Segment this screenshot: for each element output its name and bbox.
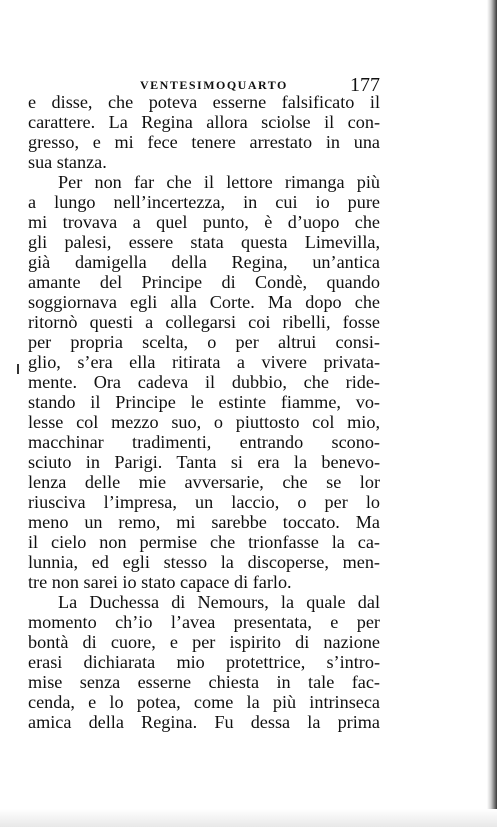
page-number: 177 — [350, 74, 380, 96]
text-line: La Duchessa di Nemours, la quale dal — [58, 592, 380, 612]
page-edge-shadow — [487, 0, 497, 827]
text-line: momento ch’io l’avea presentata, e per — [28, 612, 380, 632]
text-line: riusciva l’impresa, un laccio, o per lo — [28, 492, 380, 512]
text-line: macchinar tradimenti, entrando scono- — [28, 432, 380, 452]
text-line: cenda, e lo potea, come la più intrinseca — [28, 692, 380, 712]
text-line: sciuto in Parigi. Tanta si era la benevo- — [28, 452, 380, 472]
text-line: erasi dichiarata mio protettrice, s’intro- — [28, 652, 380, 672]
text-line: mise senza esserne chiesta in tale fac- — [28, 672, 380, 692]
text-line: bontà di cuore, e per ispirito di nazione — [28, 632, 380, 652]
text-line: mi trovava a quel punto, è d’uopo che — [28, 212, 380, 232]
text-line: il cielo non permise che trionfasse la ca- — [28, 532, 380, 552]
text-line: gli palesi, essere stata questa Limevilla, — [28, 232, 380, 252]
text-line: amante del Principe di Condè, quando — [28, 272, 380, 292]
running-title: VENTESIMOQUARTO — [140, 78, 288, 92]
text-line: stando il Principe le estinte fiamme, vo- — [28, 392, 380, 412]
text-line: a lungo nell’incertezza, in cui io pure — [28, 192, 380, 212]
text-line: e disse, che poteva esserne falsificato il — [28, 92, 380, 112]
text-line: soggiornava egli alla Corte. Ma dopo che — [28, 292, 380, 312]
text-line: per propria scelta, o per altrui consi- — [28, 332, 380, 352]
page-bottom-margin — [0, 809, 497, 827]
text-line: carattere. La Regina allora sciolse il con- — [28, 112, 380, 132]
body-text — [28, 92, 380, 732]
text-line: mente. Ora cadeva il dubbio, che ride- — [28, 372, 380, 392]
text-line: amica della Regina. Fu dessa la prima — [28, 712, 380, 732]
text-line: Per non far che il lettore rimanga più — [58, 172, 380, 192]
text-line: gresso, e mi fece tenere arrestato in una — [28, 132, 380, 152]
text-line: sua stanza. — [28, 152, 107, 172]
text-line: lenza delle mie avversarie, che se lor — [28, 472, 380, 492]
text-line: già damigella della Regina, un’antica — [28, 252, 380, 272]
margin-mark — [17, 364, 19, 374]
text-line: ritornò questi a collegarsi coi ribelli, fosse — [28, 312, 380, 332]
text-line: tre non sarei io stato capace di farlo. — [28, 572, 292, 592]
text-line: meno un remo, mi sarebbe toccato. Ma — [28, 512, 380, 532]
text-line: glio, s’era ella ritirata a vivere privata- — [28, 352, 380, 372]
text-line: lunnia, ed egli stesso la discoperse, men- — [28, 552, 380, 572]
text-line: lesse col mezzo suo, o piuttosto col mio, — [28, 412, 380, 432]
